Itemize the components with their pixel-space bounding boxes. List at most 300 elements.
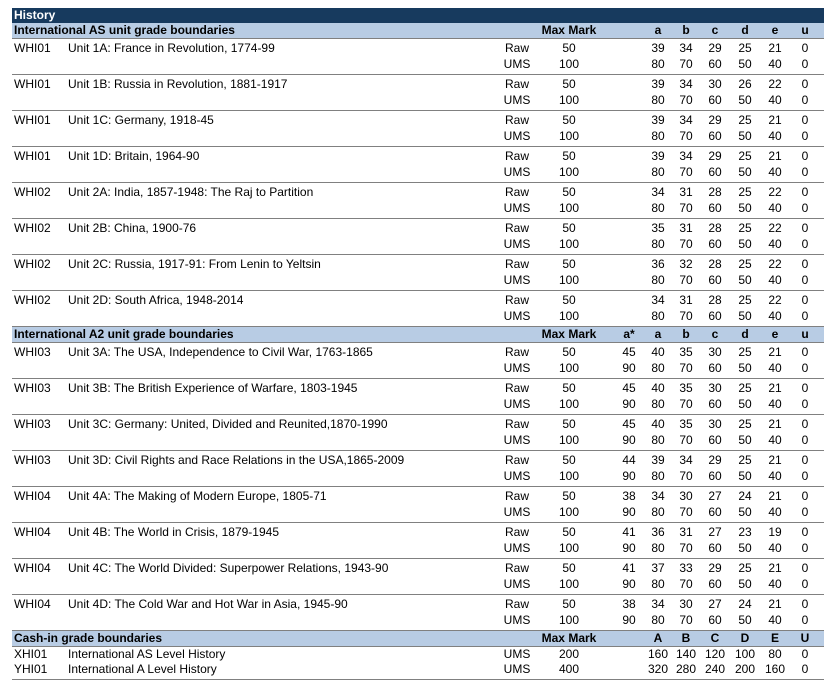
ums-boundary: 60 — [708, 397, 722, 411]
raw-boundary: 0 — [801, 41, 809, 55]
qualification-name: International A Level History — [68, 662, 217, 676]
section-heading: Cash-in grade boundaries — [14, 631, 163, 645]
raw-boundary: 27 — [708, 597, 722, 611]
raw-label: Raw — [504, 345, 529, 359]
grade-header: u — [801, 327, 809, 341]
ums-boundary: 0 — [801, 361, 809, 375]
ums-boundary: 90 — [622, 433, 636, 447]
ums-max-mark: 100 — [558, 237, 580, 251]
raw-boundary: 39 — [651, 149, 665, 163]
ums-boundary: 50 — [738, 93, 752, 107]
raw-boundary: 30 — [679, 489, 693, 503]
raw-boundary: 0 — [801, 345, 809, 359]
unit-code: WHI04 — [14, 597, 51, 611]
raw-label: Raw — [504, 185, 529, 199]
raw-boundary: 0 — [801, 489, 809, 503]
unit-name: Unit 1A: France in Revolution, 1774-99 — [68, 41, 275, 55]
unit-name: Unit 1B: Russia in Revolution, 1881-1917 — [68, 77, 288, 91]
grade-boundaries-sheet — [12, 0, 824, 680]
unit-code: WHI03 — [14, 381, 51, 395]
raw-boundary: 30 — [708, 417, 722, 431]
qualification-name: International AS Level History — [68, 647, 226, 661]
ums-boundary: 80 — [651, 273, 665, 287]
unit-name: Unit 2A: India, 1857-1948: The Raj to Partition — [68, 185, 314, 199]
grade-header: b — [682, 23, 690, 37]
subject-title: History — [12, 8, 824, 23]
raw-boundary: 32 — [679, 257, 693, 271]
ums-boundary: 70 — [679, 93, 693, 107]
ums-line — [12, 309, 824, 324]
raw-boundary: 35 — [679, 381, 693, 395]
grade-header: e — [771, 23, 779, 37]
unit-code: WHI03 — [14, 453, 51, 467]
unit-name: Unit 1D: Britain, 1964-90 — [68, 149, 200, 163]
raw-boundary: 24 — [738, 597, 752, 611]
ums-boundary: 50 — [738, 237, 752, 251]
cash-in-section — [12, 631, 824, 680]
ums-boundary: 0 — [801, 505, 809, 519]
raw-boundary: 25 — [738, 185, 752, 199]
raw-boundary: 28 — [708, 257, 722, 271]
raw-boundary: 29 — [708, 113, 722, 127]
ums-label: UMS — [503, 662, 531, 676]
ums-boundary: 50 — [738, 201, 752, 215]
raw-line — [12, 525, 824, 540]
raw-boundary: 45 — [622, 417, 636, 431]
unit-row — [12, 559, 824, 595]
raw-boundary: 45 — [622, 345, 636, 359]
raw-boundary: 27 — [708, 525, 722, 539]
ums-label: UMS — [503, 57, 531, 71]
unit-code: WHI03 — [14, 345, 51, 359]
raw-boundary: 22 — [768, 221, 782, 235]
raw-boundary: 25 — [738, 41, 752, 55]
ums-boundary: 70 — [679, 129, 693, 143]
raw-boundary: 38 — [622, 597, 636, 611]
raw-boundary: 0 — [801, 417, 809, 431]
raw-max-mark: 50 — [562, 293, 576, 307]
ums-boundary: 0 — [801, 469, 809, 483]
ums-boundary: 40 — [768, 273, 782, 287]
raw-line — [12, 221, 824, 236]
section-heading: International AS unit grade boundaries — [14, 23, 235, 37]
raw-boundary: 21 — [768, 113, 782, 127]
raw-boundary: 25 — [738, 345, 752, 359]
raw-boundary: 25 — [738, 453, 752, 467]
ums-line — [12, 469, 824, 484]
unit-code: WHI02 — [14, 185, 51, 199]
raw-boundary: 35 — [679, 417, 693, 431]
ums-boundary: 80 — [651, 309, 665, 323]
ums-boundary: 60 — [708, 613, 722, 627]
raw-boundary: 25 — [738, 381, 752, 395]
ums-label: UMS — [503, 613, 531, 627]
raw-line — [12, 561, 824, 576]
ums-boundary: 40 — [768, 93, 782, 107]
max-mark: 200 — [558, 647, 580, 661]
ums-line — [12, 273, 824, 288]
raw-boundary: 22 — [768, 257, 782, 271]
ums-boundary: 50 — [738, 577, 752, 591]
unit-name: Unit 1C: Germany, 1918-45 — [68, 113, 214, 127]
raw-boundary: 29 — [708, 149, 722, 163]
raw-line — [12, 149, 824, 164]
raw-label: Raw — [504, 149, 529, 163]
raw-boundary: 34 — [651, 597, 665, 611]
unit-row — [12, 291, 824, 327]
ums-boundary: 90 — [622, 361, 636, 375]
raw-boundary: 21 — [768, 345, 782, 359]
ums-max-mark: 100 — [558, 309, 580, 323]
section-header — [12, 631, 824, 647]
raw-boundary: 31 — [679, 185, 693, 199]
ums-line — [12, 93, 824, 108]
raw-max-mark: 50 — [562, 597, 576, 611]
raw-label: Raw — [504, 417, 529, 431]
raw-line — [12, 345, 824, 360]
ums-max-mark: 100 — [558, 93, 580, 107]
ums-line — [12, 201, 824, 216]
cash-in-boundary: 100 — [734, 647, 756, 661]
ums-boundary: 0 — [801, 309, 809, 323]
unit-name: Unit 2C: Russia, 1917-91: From Lenin to Yeltsin — [68, 257, 321, 271]
max-mark-header: Max Mark — [541, 327, 597, 341]
unit-code: WHI04 — [14, 525, 51, 539]
ums-label: UMS — [503, 309, 531, 323]
cash-in-boundary: 280 — [675, 662, 697, 676]
cash-in-boundary: 80 — [768, 647, 782, 661]
ums-label: UMS — [503, 93, 531, 107]
ums-boundary: 90 — [622, 613, 636, 627]
unit-row — [12, 219, 824, 255]
ums-boundary: 70 — [679, 361, 693, 375]
raw-label: Raw — [504, 489, 529, 503]
raw-boundary: 34 — [679, 453, 693, 467]
raw-line — [12, 417, 824, 432]
section-header — [12, 23, 824, 39]
ums-label: UMS — [503, 201, 531, 215]
ums-line — [12, 237, 824, 252]
ums-boundary: 50 — [738, 397, 752, 411]
ums-boundary: 60 — [708, 577, 722, 591]
ums-boundary: 70 — [679, 577, 693, 591]
raw-line — [12, 381, 824, 396]
ums-boundary: 50 — [738, 361, 752, 375]
ums-boundary: 90 — [622, 577, 636, 591]
raw-boundary: 28 — [708, 185, 722, 199]
raw-boundary: 25 — [738, 561, 752, 575]
ums-boundary: 50 — [738, 165, 752, 179]
grade-header: c — [711, 327, 719, 341]
unit-code: WHI01 — [14, 113, 51, 127]
ums-boundary: 40 — [768, 577, 782, 591]
raw-boundary: 39 — [651, 41, 665, 55]
raw-boundary: 38 — [622, 489, 636, 503]
raw-label: Raw — [504, 257, 529, 271]
ums-boundary: 60 — [708, 505, 722, 519]
ums-line — [12, 165, 824, 180]
ums-boundary: 80 — [651, 433, 665, 447]
raw-boundary: 35 — [679, 345, 693, 359]
unit-name: Unit 3B: The British Experience of Warfare, 1803-1945 — [68, 381, 358, 395]
ums-boundary: 80 — [651, 613, 665, 627]
ums-boundary: 0 — [801, 237, 809, 251]
raw-boundary: 22 — [768, 77, 782, 91]
ums-label: UMS — [503, 469, 531, 483]
raw-max-mark: 50 — [562, 113, 576, 127]
unit-name: Unit 4A: The Making of Modern Europe, 1805-71 — [68, 489, 327, 503]
unit-name: Unit 4C: The World Divided: Superpower Relations, 1943-90 — [68, 561, 389, 575]
raw-boundary: 0 — [801, 381, 809, 395]
ums-label: UMS — [503, 237, 531, 251]
ums-boundary: 60 — [708, 361, 722, 375]
raw-line — [12, 597, 824, 612]
ums-boundary: 60 — [708, 309, 722, 323]
grade-header: A — [653, 631, 663, 645]
ums-boundary: 40 — [768, 613, 782, 627]
ums-boundary: 50 — [738, 57, 752, 71]
raw-boundary: 0 — [801, 221, 809, 235]
ums-boundary: 80 — [651, 201, 665, 215]
ums-boundary: 70 — [679, 237, 693, 251]
unit-name: Unit 3C: Germany: United, Divided and Reunited,1870-1990 — [68, 417, 388, 431]
raw-boundary: 29 — [708, 561, 722, 575]
ums-boundary: 0 — [801, 93, 809, 107]
raw-boundary: 31 — [679, 221, 693, 235]
ums-boundary: 40 — [768, 237, 782, 251]
ums-boundary: 40 — [768, 469, 782, 483]
grade-header: e — [771, 327, 779, 341]
raw-boundary: 0 — [801, 113, 809, 127]
unit-row — [12, 255, 824, 291]
ums-label: UMS — [503, 361, 531, 375]
ums-boundary: 90 — [622, 541, 636, 555]
ums-boundary: 40 — [768, 505, 782, 519]
unit-code: WHI02 — [14, 293, 51, 307]
unit-row — [12, 75, 824, 111]
raw-label: Raw — [504, 113, 529, 127]
grade-header: u — [801, 23, 809, 37]
unit-code: WHI02 — [14, 257, 51, 271]
raw-boundary: 37 — [651, 561, 665, 575]
ums-label: UMS — [503, 541, 531, 555]
ums-boundary: 80 — [651, 469, 665, 483]
ums-label: UMS — [503, 397, 531, 411]
raw-max-mark: 50 — [562, 41, 576, 55]
unit-row — [12, 379, 824, 415]
raw-max-mark: 50 — [562, 185, 576, 199]
raw-boundary: 33 — [679, 561, 693, 575]
raw-boundary: 30 — [708, 381, 722, 395]
ums-boundary: 70 — [679, 57, 693, 71]
ums-boundary: 70 — [679, 541, 693, 555]
ums-boundary: 0 — [801, 433, 809, 447]
ums-boundary: 60 — [708, 93, 722, 107]
raw-boundary: 24 — [738, 489, 752, 503]
raw-boundary: 30 — [708, 345, 722, 359]
ums-boundary: 0 — [801, 57, 809, 71]
raw-boundary: 40 — [651, 381, 665, 395]
ums-line — [12, 129, 824, 144]
unit-name: Unit 4D: The Cold War and Hot War in Asia, 1945-90 — [68, 597, 348, 611]
ums-boundary: 50 — [738, 129, 752, 143]
raw-boundary: 0 — [801, 453, 809, 467]
raw-max-mark: 50 — [562, 257, 576, 271]
unit-code: WHI03 — [14, 417, 51, 431]
ums-boundary: 80 — [651, 165, 665, 179]
raw-boundary: 25 — [738, 149, 752, 163]
raw-label: Raw — [504, 597, 529, 611]
raw-boundary: 34 — [651, 489, 665, 503]
ums-boundary: 70 — [679, 469, 693, 483]
raw-boundary: 21 — [768, 381, 782, 395]
raw-boundary: 31 — [679, 293, 693, 307]
ums-boundary: 80 — [651, 577, 665, 591]
raw-boundary: 21 — [768, 41, 782, 55]
raw-line — [12, 293, 824, 308]
raw-boundary: 30 — [679, 597, 693, 611]
ums-boundary: 60 — [708, 273, 722, 287]
raw-boundary: 39 — [651, 113, 665, 127]
cash-in-boundary: 0 — [801, 662, 809, 676]
max-mark-header: Max Mark — [541, 631, 597, 645]
unit-row — [12, 523, 824, 559]
raw-max-mark: 50 — [562, 561, 576, 575]
ums-label: UMS — [503, 505, 531, 519]
ums-line — [12, 505, 824, 520]
ums-boundary: 70 — [679, 273, 693, 287]
ums-boundary: 40 — [768, 165, 782, 179]
raw-label: Raw — [504, 293, 529, 307]
ums-boundary: 0 — [801, 541, 809, 555]
raw-boundary: 40 — [651, 345, 665, 359]
raw-line — [12, 489, 824, 504]
ums-boundary: 0 — [801, 273, 809, 287]
ums-max-mark: 100 — [558, 57, 580, 71]
unit-row — [12, 147, 824, 183]
grade-header: E — [770, 631, 779, 645]
raw-boundary: 0 — [801, 597, 809, 611]
table-bottom-rule — [12, 677, 824, 680]
raw-boundary: 21 — [768, 149, 782, 163]
raw-boundary: 35 — [651, 221, 665, 235]
ums-boundary: 90 — [622, 505, 636, 519]
ums-max-mark: 100 — [558, 397, 580, 411]
raw-label: Raw — [504, 221, 529, 235]
raw-boundary: 19 — [768, 525, 782, 539]
raw-boundary: 41 — [622, 561, 636, 575]
raw-boundary: 34 — [679, 149, 693, 163]
max-mark-header: Max Mark — [541, 23, 597, 37]
grade-header: a — [654, 23, 662, 37]
ums-boundary: 80 — [651, 505, 665, 519]
ums-line — [12, 57, 824, 72]
ums-line — [12, 577, 824, 592]
section-heading: International A2 unit grade boundaries — [14, 327, 234, 341]
ums-boundary: 70 — [679, 397, 693, 411]
grade-header: C — [710, 631, 720, 645]
ums-boundary: 50 — [738, 309, 752, 323]
cash-in-boundary: 160 — [647, 647, 669, 661]
unit-row — [12, 111, 824, 147]
raw-boundary: 44 — [622, 453, 636, 467]
raw-boundary: 22 — [768, 293, 782, 307]
ums-max-mark: 100 — [558, 129, 580, 143]
cash-in-boundary: 140 — [675, 647, 697, 661]
raw-boundary: 21 — [768, 561, 782, 575]
ums-boundary: 90 — [622, 469, 636, 483]
ums-boundary: 80 — [651, 397, 665, 411]
unit-code: WHI01 — [14, 149, 51, 163]
raw-label: Raw — [504, 381, 529, 395]
ums-boundary: 70 — [679, 309, 693, 323]
grade-header: a* — [623, 327, 635, 341]
ums-boundary: 0 — [801, 397, 809, 411]
raw-max-mark: 50 — [562, 221, 576, 235]
raw-boundary: 23 — [738, 525, 752, 539]
raw-boundary: 28 — [708, 221, 722, 235]
grade-header: U — [800, 631, 810, 645]
unit-code: WHI04 — [14, 561, 51, 575]
unit-row — [12, 415, 824, 451]
ums-boundary: 60 — [708, 201, 722, 215]
raw-boundary: 0 — [801, 293, 809, 307]
ums-label: UMS — [503, 273, 531, 287]
grade-header: D — [740, 631, 750, 645]
unit-row — [12, 487, 824, 523]
unit-name: Unit 3A: The USA, Independence to Civil War, 1763-1865 — [68, 345, 373, 359]
ums-line — [12, 613, 824, 628]
ums-boundary: 60 — [708, 237, 722, 251]
ums-boundary: 50 — [738, 613, 752, 627]
raw-boundary: 25 — [738, 257, 752, 271]
raw-boundary: 0 — [801, 77, 809, 91]
raw-boundary: 21 — [768, 489, 782, 503]
ums-boundary: 70 — [679, 201, 693, 215]
ums-boundary: 40 — [768, 433, 782, 447]
ums-boundary: 40 — [768, 397, 782, 411]
ums-line — [12, 433, 824, 448]
raw-label: Raw — [504, 453, 529, 467]
ums-boundary: 70 — [679, 433, 693, 447]
unit-name: Unit 2B: China, 1900-76 — [68, 221, 197, 235]
ums-boundary: 70 — [679, 613, 693, 627]
cash-in-boundary: 240 — [704, 662, 726, 676]
raw-boundary: 27 — [708, 489, 722, 503]
ums-label: UMS — [503, 433, 531, 447]
qualification-code: XHI01 — [14, 647, 48, 661]
ums-boundary: 60 — [708, 469, 722, 483]
ums-boundary: 0 — [801, 165, 809, 179]
unit-code: WHI02 — [14, 221, 51, 235]
as-section — [12, 23, 824, 327]
raw-max-mark: 50 — [562, 525, 576, 539]
ums-boundary: 40 — [768, 129, 782, 143]
raw-boundary: 21 — [768, 597, 782, 611]
raw-boundary: 25 — [738, 293, 752, 307]
ums-max-mark: 100 — [558, 361, 580, 375]
ums-boundary: 0 — [801, 613, 809, 627]
ums-boundary: 60 — [708, 541, 722, 555]
ums-boundary: 40 — [768, 309, 782, 323]
raw-boundary: 29 — [708, 41, 722, 55]
grade-header: b — [682, 327, 690, 341]
raw-boundary: 0 — [801, 525, 809, 539]
cash-in-boundary: 120 — [704, 647, 726, 661]
raw-label: Raw — [504, 41, 529, 55]
raw-boundary: 40 — [651, 417, 665, 431]
ums-boundary: 80 — [651, 93, 665, 107]
